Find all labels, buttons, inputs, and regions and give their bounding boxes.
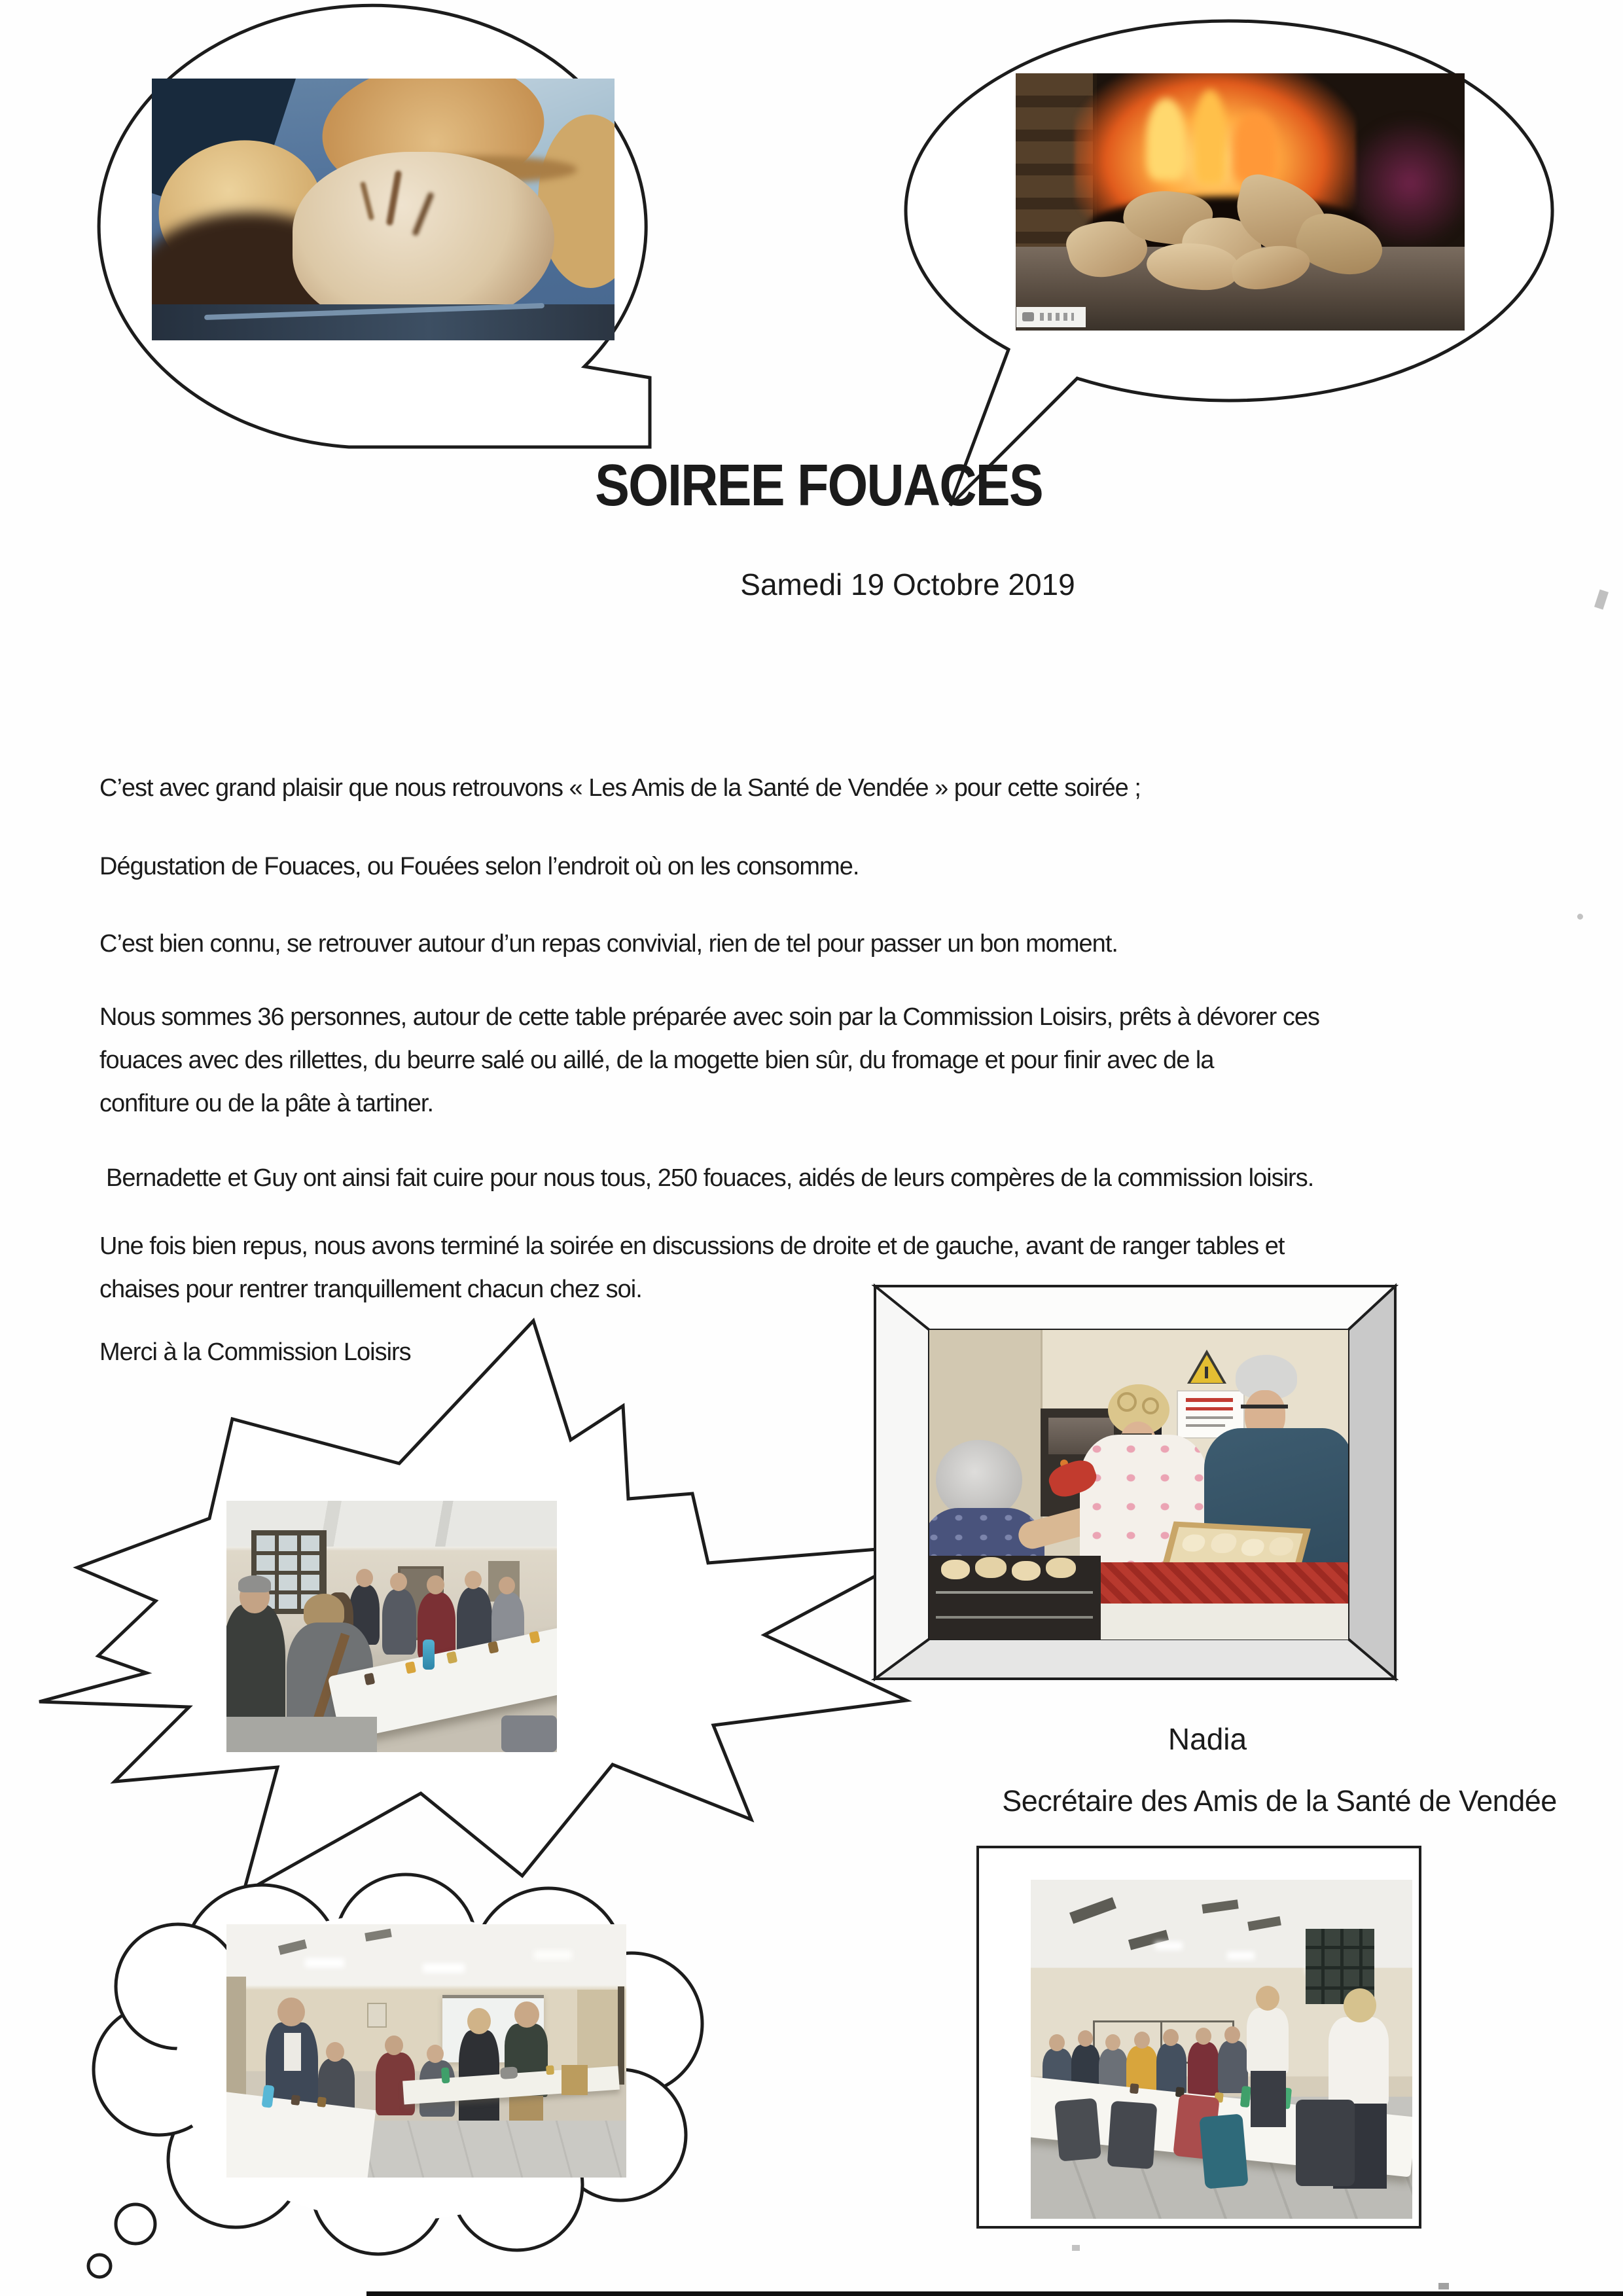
cup <box>446 1651 457 1664</box>
paragraph-line: Merci à la Commission Loisirs <box>99 1338 411 1366</box>
seated-head <box>427 2045 444 2063</box>
seated-person <box>1218 2041 1248 2093</box>
fouace-in-box <box>1267 1537 1295 1556</box>
crowd-head <box>427 1575 444 1594</box>
scan-speck <box>1072 2245 1080 2251</box>
cup <box>291 2094 300 2105</box>
chair-back <box>501 1715 557 1752</box>
paragraph-line: Une fois bien repus, nous avons terminé la soirée en discussions de droite et de gauche, avant de ranger tables et <box>99 1232 1285 1260</box>
watermark-glyphs <box>1040 313 1074 321</box>
crowd-head <box>356 1569 373 1587</box>
standing-woman-head <box>467 2008 491 2034</box>
white-shirt <box>284 2033 301 2071</box>
paragraph-line: confiture ou de la pâte à tartiner. <box>99 1090 434 1117</box>
cup <box>529 1631 540 1644</box>
seated-head <box>1078 2030 1093 2047</box>
cup <box>488 1641 499 1654</box>
flame <box>1147 98 1186 180</box>
crowd-head <box>465 1571 482 1589</box>
paragraph-line: C’est bien connu, se retrouver autour d’un repas convivial, rien de tel pour passer un bon moment. <box>99 930 1118 958</box>
boule-crease <box>386 170 402 226</box>
ceiling-light <box>423 1964 465 1973</box>
paragraph-merci <box>99 1331 411 1374</box>
fouaces-pile <box>1068 181 1382 293</box>
fouace-on-tray <box>975 1557 1007 1578</box>
boule-crease <box>412 192 435 236</box>
seated-head <box>1049 2034 1065 2051</box>
tray-rack-bar <box>936 1616 1093 1619</box>
camera-icon <box>1022 312 1034 321</box>
cup <box>364 1673 375 1686</box>
photo-fouaces-tray <box>152 79 615 340</box>
scan-speck <box>1577 914 1583 920</box>
paragraph-intro <box>99 766 1141 810</box>
chair-dark <box>1054 2098 1101 2161</box>
floor <box>226 1717 377 1752</box>
tray-rack-bar <box>936 1591 1093 1594</box>
fouace-on-tray <box>941 1560 970 1579</box>
standing-woman-center-head <box>1256 1986 1279 2011</box>
paragraph-degustation <box>99 845 859 888</box>
standing-woman-right-hair <box>1344 1988 1376 2022</box>
photo-hall-tables-cloud <box>226 1924 626 2178</box>
seated-head <box>1105 2034 1120 2051</box>
photo-fouaces-fire <box>1016 73 1465 331</box>
standing-woman-right <box>1329 2017 1389 2106</box>
bottle-green <box>1240 2086 1251 2108</box>
ceiling-vent <box>1069 1897 1116 1924</box>
pot <box>500 2066 518 2079</box>
ceiling-light <box>534 1950 572 1960</box>
chair-dark <box>1296 2100 1355 2186</box>
fouace-on-tray <box>1046 1558 1076 1578</box>
seated-head <box>1224 2026 1240 2043</box>
scan-edge-strip <box>366 2291 1623 2296</box>
frame-left-band <box>875 1286 929 1679</box>
hair-curl <box>1142 1397 1159 1414</box>
frame-bottom-band <box>875 1639 1395 1679</box>
white-table-edge <box>1093 1604 1348 1640</box>
jacket-teal-on-chair <box>1199 2113 1248 2189</box>
standing-man-head <box>514 2001 539 2028</box>
paragraph-line: Nous sommes 36 personnes, autour de cette table préparée avec soin par la Commission Loisirs, prêts à dévorer ces <box>99 1003 1319 1031</box>
baking-trays <box>929 1556 1101 1640</box>
man-head <box>277 1998 305 2026</box>
flame <box>1194 90 1226 185</box>
paragraph-36-personnes <box>99 996 1319 1125</box>
flame <box>1232 111 1277 185</box>
ceiling-light <box>1155 1942 1183 1950</box>
caption-nadia: Nadia <box>1168 1722 1247 1756</box>
ceiling-light <box>1227 1952 1255 1960</box>
seated-head <box>326 2042 344 2062</box>
frame-right-band <box>1348 1286 1395 1679</box>
crowd-head <box>390 1573 407 1591</box>
standing-woman-center <box>1247 2008 1289 2073</box>
camera-watermark-label <box>1016 307 1086 327</box>
paragraph-convivial <box>99 922 1118 965</box>
cloud-trail-bubble <box>88 2255 111 2277</box>
photo-kitchen-fouaces-prep <box>929 1330 1348 1640</box>
fouace-in-box <box>1240 1538 1266 1556</box>
cup <box>317 2096 327 2107</box>
fouace-boule <box>293 152 554 330</box>
notice-gray-line <box>1186 1424 1225 1427</box>
cloud-trail-bubble <box>116 2204 155 2244</box>
seated-head <box>1163 2029 1179 2046</box>
photo-hall-standing-crowd <box>226 1501 557 1752</box>
boxes <box>562 2065 588 2095</box>
seated-person-red <box>1188 2042 1219 2096</box>
warning-exclamation <box>1205 1367 1208 1378</box>
page-title: SOIREE FOUACES <box>595 453 1043 518</box>
paragraph-line: chaises pour rentrer tranquillement chacun chez soi. <box>99 1276 642 1303</box>
paragraph-line: fouaces avec des rillettes, du beurre salé ou aillé, de la mogette bien sûr, du fromage et pour finir avec de la <box>99 1047 1214 1074</box>
paragraph-line: Bernadette et Guy ont ainsi fait cuire pour nous tous, 250 fouaces, aidés de leurs compères de la commission loisirs. <box>106 1164 1314 1192</box>
door-gap <box>618 1986 624 2085</box>
fouace-in-box <box>1209 1533 1238 1554</box>
crowd-person <box>382 1589 416 1655</box>
boule-crease <box>360 181 374 221</box>
paragraph-fin-de-soiree <box>99 1225 1284 1311</box>
caption-secretaire: Secrétaire des Amis de la Santé de Vendée <box>1002 1784 1557 1818</box>
ceiling-light <box>305 1958 344 1967</box>
ceiling-vent <box>365 1929 392 1942</box>
fouace-on-tray <box>1012 1561 1041 1581</box>
man-glasses <box>1241 1405 1288 1408</box>
water-bottle <box>262 2085 275 2108</box>
notice-gray-line <box>1186 1416 1233 1419</box>
seated-head <box>385 2036 403 2055</box>
notice-red-line <box>1186 1407 1233 1410</box>
paragraph-line: C’est avec grand plaisir que nous retrouvons « Les Amis de la Santé de Vendée » pour cette soirée ; <box>99 774 1141 802</box>
cup <box>546 2065 554 2075</box>
photo-hall-dinner <box>1031 1880 1412 2219</box>
paragraph-line: Dégustation de Fouaces, ou Fouées selon l’endroit où on les consomme. <box>99 853 859 880</box>
cup <box>1130 2083 1139 2094</box>
bottle <box>441 2068 450 2084</box>
fouace-in-box <box>1181 1534 1207 1552</box>
cup <box>405 1661 416 1674</box>
water-bottle <box>423 1640 435 1670</box>
page-subtitle: Samedi 19 Octobre 2019 <box>740 567 1075 601</box>
ceiling-vent <box>278 1939 307 1955</box>
hair-curl <box>1117 1392 1137 1412</box>
crowd-head <box>499 1577 515 1594</box>
chair-dark <box>1107 2101 1158 2170</box>
scan-speck <box>1438 2283 1449 2289</box>
paragraph-bernadette-guy <box>99 1157 1313 1200</box>
wall-poster <box>367 2003 387 2028</box>
standing-woman-center-skirt <box>1251 2071 1286 2127</box>
foreground-man-hair <box>238 1575 271 1592</box>
seated-head <box>1196 2028 1211 2045</box>
ceiling-vent <box>1247 1916 1281 1931</box>
notice-red-line <box>1186 1398 1233 1402</box>
seated-head <box>1134 2032 1150 2049</box>
ceiling-vent <box>1202 1899 1238 1914</box>
